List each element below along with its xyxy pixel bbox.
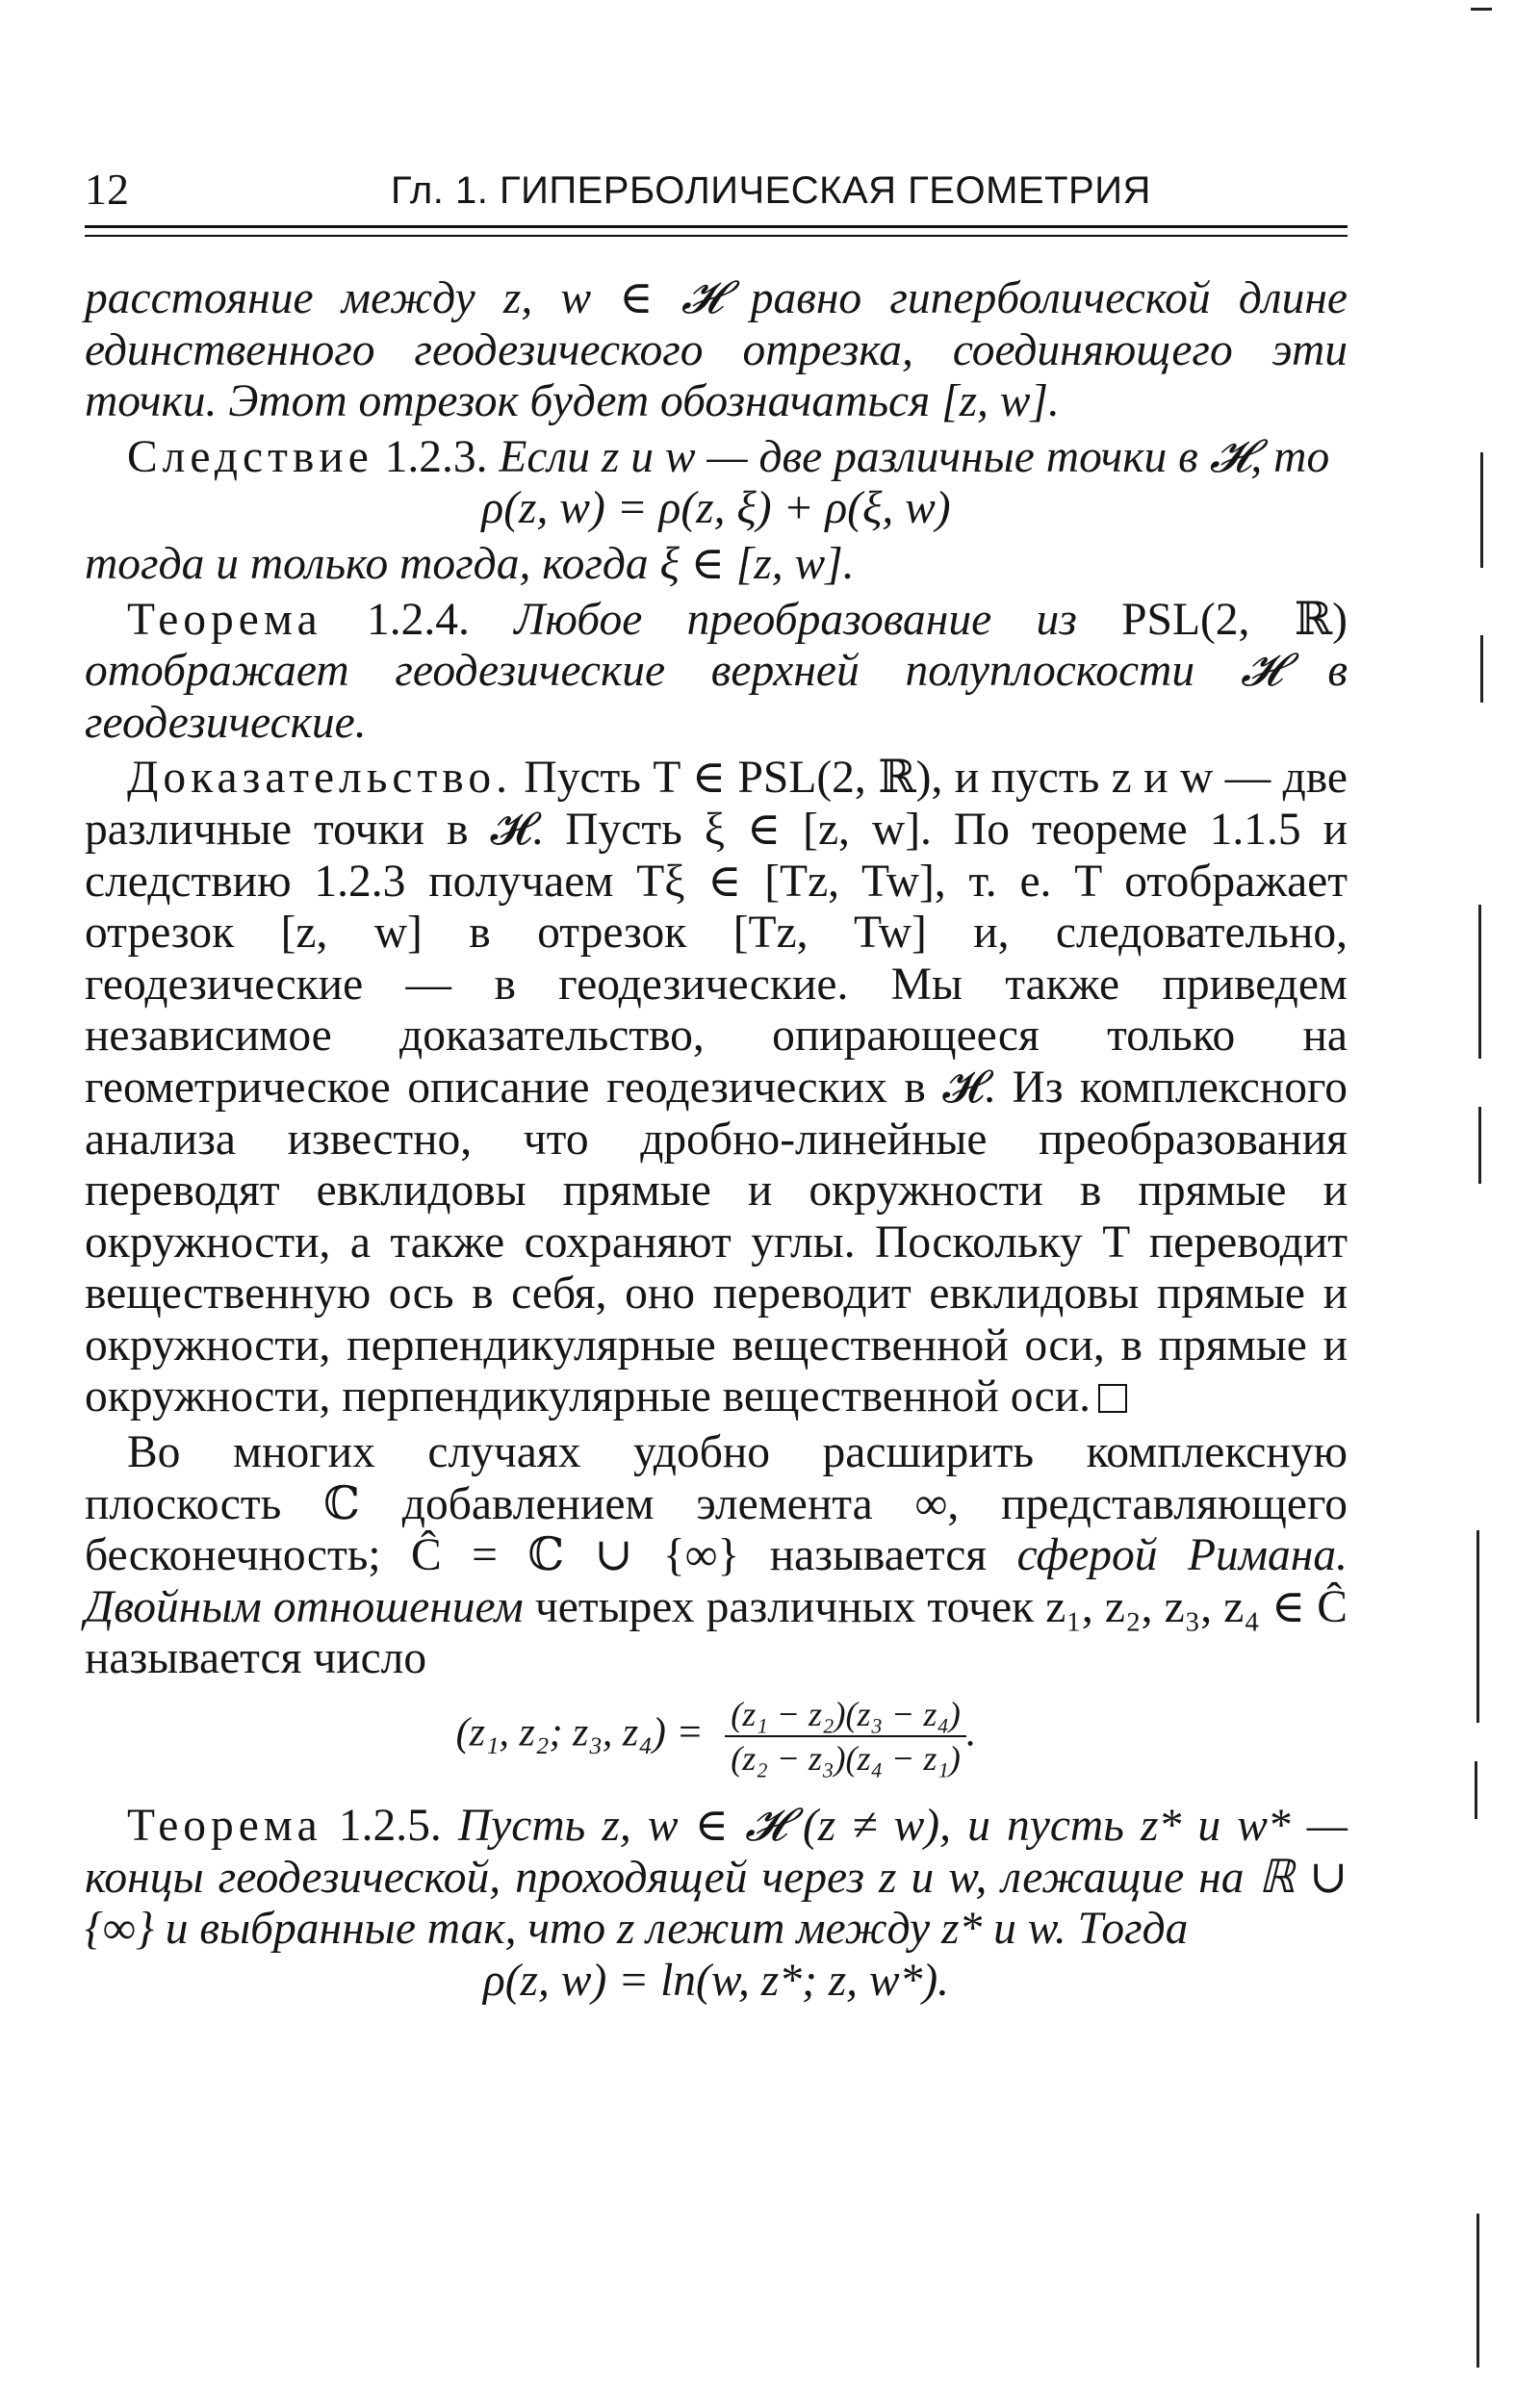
riemann-term: сферой Римана. Двойным отношением <box>85 1530 1348 1632</box>
theorem-1-2-5 <box>85 1801 1348 1956</box>
corollary-text: Если z и w — две различные точки в 𝓗, то <box>499 431 1330 482</box>
page-header <box>85 164 1348 221</box>
cross-ratio-formula <box>85 1695 1348 1778</box>
scan-artifact <box>1471 8 1492 11</box>
theorem-1-2-4 <box>85 595 1348 750</box>
proof-text: Пусть T ∈ PSL(2, ℝ), и пусть z и w — две различные точки в 𝓗. Пусть ξ ∈ [z, w]. По теореме 1.1.5 и следствию 1.2.3 получаем Tξ ∈ [Tz, Tw], т. е. T отображает отрезок [z, w] в отрезок [Tz, Tw] и, следовательно, геодезические — в геодезические. Мы также приведем независимое доказательство, опирающееся только на геометрическое описание геодезических в 𝓗. Из комплексного анализа известно, что дробно-линейные преобразования переводят евклидовы прямые и окружности в прямые и окружности, а также сохраняют углы. Поскольку T переводит вещественную ось в себя, оно переводит евклидовы прямые и окружности, перпендикулярные вещественной оси, в прямые и окружности, перпендикулярные вещественной оси. <box>85 753 1348 1422</box>
cross-ratio-numerator: (z₁ − z₂)(z₃ − z₄) <box>725 1695 966 1737</box>
proof-label: Доказательство. <box>127 753 512 804</box>
page-number: 12 <box>85 165 129 214</box>
corollary-number: 1.2.3. <box>384 431 488 482</box>
theorem-text-start: Любое преобразование из <box>514 594 1077 645</box>
qed-box-icon <box>1098 1384 1127 1413</box>
cross-ratio-denominator: (z₂ − z₃)(z₄ − z₁) <box>731 1739 961 1779</box>
theorem-5-text: Пусть z, w ∈ 𝓗 (z ≠ w), и пусть z* и w* — концы геодезической, проходящей через z и w, лежащие на ℝ ∪ {∞} и выбранные так, что z лежит между z* и w. Тогда <box>85 1801 1348 1955</box>
riemann-text-end: четырех различных точек z₁, z₂, z₃, z₄ ∈ Ĉ называется число <box>85 1581 1348 1684</box>
scan-artifact <box>1480 452 1483 568</box>
theorem-label: Теорема <box>127 594 322 645</box>
running-head: Гл. 1. ГИПЕРБОЛИЧЕСКАЯ ГЕОМЕТРИЯ <box>391 169 1151 212</box>
corollary-1-2-3 <box>85 432 1348 484</box>
theorem-5-formula: ρ(z, w) = ln(w, z*; z, w*). <box>482 1955 950 2006</box>
corollary-label: Следствие <box>127 431 373 482</box>
corollary-formula: ρ(z, w) = ρ(z, ξ) + ρ(ξ, w) <box>481 483 951 534</box>
riemann-sphere-paragraph <box>85 1427 1348 1685</box>
theorem-number: 1.2.4. <box>367 594 470 645</box>
cross-ratio-period: . <box>965 1710 977 1755</box>
cross-ratio-fraction <box>725 1695 966 1778</box>
book-page <box>85 164 1348 2007</box>
scan-artifact <box>1478 905 1481 1059</box>
psl-group: PSL(2, ℝ) <box>1121 594 1348 645</box>
scan-artifact <box>1475 1761 1477 1819</box>
paragraph-distance: расстояние между z, w ∈ 𝓗 равно гиперболической длине единственного геодезического отрезка, соединяющего эти точки. Этот отрезок будет обозначаться [z, w]. <box>85 273 1348 427</box>
scan-artifact <box>1480 635 1483 703</box>
corollary-condition: тогда и только тогда, когда ξ ∈ [z, w]. <box>85 538 855 589</box>
riemann-text-start: Во многих случаях удобно расширить комплексную плоскость ℂ добавлением элемента ∞, представляющего бесконечность; Ĉ = ℂ ∪ {∞} называется <box>85 1427 1348 1581</box>
theorem-5-label: Теорема <box>127 1801 322 1852</box>
theorem-text-end: отображает геодезические верхней полуплоскости 𝓗 в геодезические. <box>85 646 1348 748</box>
theorem-5-number: 1.2.5. <box>338 1801 442 1852</box>
cross-ratio-lhs: (z₁, z₂; z₃, z₄) = <box>455 1710 704 1755</box>
scan-artifact <box>1476 1530 1479 1723</box>
header-double-rule <box>85 225 1348 237</box>
scan-artifact <box>1478 1107 1481 1184</box>
page-body <box>85 273 1348 2007</box>
scan-artifact <box>1476 2214 1479 2368</box>
proof-paragraph <box>85 753 1348 1423</box>
